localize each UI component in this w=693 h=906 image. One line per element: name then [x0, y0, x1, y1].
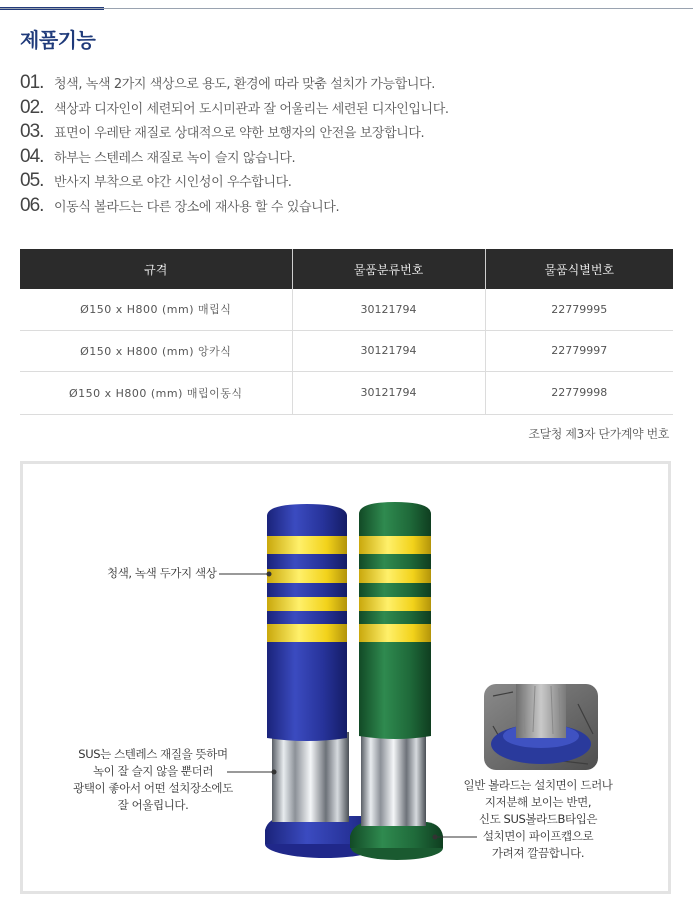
feature-text: 청색, 녹색 2가지 색상으로 용도, 환경에 따라 맞춤 설치가 가능합니다. — [54, 77, 435, 92]
callout-line: 신도 SUS볼라드B타입은 — [478, 812, 598, 826]
feature-text: 표면이 우레탄 재질로 상대적으로 약한 보행자의 안전을 보장합니다. — [54, 126, 425, 142]
feature-text: 하부는 스텐레스 재질로 녹이 슬지 않습니다. — [54, 150, 296, 166]
feature-text: 반사지 부착으로 야간 시인성이 우수합니다. — [54, 175, 292, 191]
feature-number: 02. — [20, 96, 44, 118]
leader-dot — [272, 770, 277, 775]
spec-table — [20, 249, 673, 415]
header-divider — [0, 8, 693, 9]
callout-sus — [63, 746, 243, 814]
callout-line: 지저분해 보이는 반면, — [484, 795, 592, 809]
feature-number: 06. — [20, 194, 44, 216]
feature-item — [20, 121, 680, 146]
leader-dot — [267, 572, 272, 577]
callout-base — [448, 777, 628, 862]
column-header-class-no: 물품분류번호 — [292, 249, 485, 289]
table-cell: 30121794 — [292, 371, 485, 414]
table-cell: Ø150 x H800 (mm) 매립이동식 — [20, 371, 292, 414]
feature-text: 색상과 디자인이 세련되어 도시미관과 잘 어울리는 세련된 디자인입니다. — [54, 101, 449, 117]
table-cell: 22779998 — [485, 371, 673, 414]
product-figure — [20, 461, 671, 894]
table-cell: 22779997 — [485, 330, 673, 371]
table-header-row — [20, 249, 673, 289]
section-title: 제품기능 — [20, 28, 96, 52]
callout-line: 설치면이 파이프캡으로 — [482, 829, 594, 843]
feature-number: 03. — [20, 121, 44, 143]
callout-line: 광택이 좋아서 어떤 설치장소에도 — [73, 781, 233, 795]
feature-text: 이동식 볼라드는 다른 장소에 재사용 할 수 있습니다. — [54, 199, 340, 215]
callout-line: 잘 어울립니다. — [117, 798, 189, 812]
feature-item — [20, 195, 680, 220]
feature-list — [20, 72, 680, 220]
feature-item — [20, 97, 680, 122]
feature-number: 01. — [20, 72, 44, 93]
feature-item — [20, 170, 680, 195]
feature-number: 04. — [20, 145, 44, 167]
callout-line: 녹이 잘 슬지 않을 뿐더러 — [92, 764, 214, 778]
table-row — [20, 289, 673, 330]
table-cell: 22779995 — [485, 289, 673, 330]
column-header-id-no: 물품식별번호 — [485, 249, 673, 289]
callout-line: 가려져 깔끔합니다. — [491, 846, 585, 860]
table-cell: Ø150 x H800 (mm) 매립식 — [20, 289, 292, 330]
callout-line: 일반 볼라드는 설치면이 드러나 — [463, 778, 613, 792]
column-header-spec: 규격 — [20, 249, 292, 289]
table-cell: 30121794 — [292, 330, 485, 371]
leader-dot — [433, 835, 438, 840]
callout-colors: 청색, 녹색 두가지 색상 — [107, 566, 217, 580]
callout-line: SUS는 스텐레스 재질을 뜻하며 — [78, 747, 228, 761]
table-row — [20, 371, 673, 414]
feature-item — [20, 146, 680, 171]
table-cell: Ø150 x H800 (mm) 앙카식 — [20, 330, 292, 371]
contract-note: 조달청 제3자 단가계약 번호 — [528, 427, 669, 441]
table-cell: 30121794 — [292, 289, 485, 330]
base-detail-photo — [484, 684, 598, 770]
table-row — [20, 330, 673, 371]
green-bollard — [350, 502, 443, 860]
feature-number: 05. — [20, 170, 44, 192]
feature-item — [20, 72, 680, 97]
